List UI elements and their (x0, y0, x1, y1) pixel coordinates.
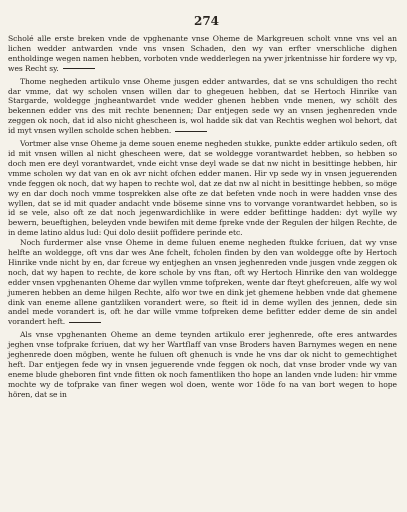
paragraph-1-text: Scholé alle erste breken vnde de vpghenante vnse Oheme de Markgreuen scholt vnne vns vel an lichen wedder antwarden vnde vns vnsen Schaden, den wy van erfter vnerschliche dighen entholdinge wegen namen hebben, vorboten vnde wedderlegen na ywer jrkentnisse hir fordere wy vp, wes Recht sy. (8, 34, 397, 73)
paragraph-4 (8, 238, 397, 327)
page-bottom-edge (0, 504, 407, 512)
paragraph-5 (8, 330, 397, 399)
paragraph-3 (8, 139, 397, 238)
paragraph-2 (8, 77, 397, 136)
paragraph-3-text: Vortmer alse vnse Oheme ja deme souen eneme negheden stukke, punkte edder artikulo seden, oft id mit vnsen willen al nicht ghescheen were, dat se woldegge vorantwardet hebben, so hebben so doch men ere deyl vorantwardet, vnde eicht vnse deyl wade se dat nw nicht in besittinge hebben, hir vmme scholen wy dat van en ok avr nicht ofchen edder manen. Hir vp sede wy in vnsen jeguerenden vnde feggen ok noch, dat wy hapen to rechte wol, dat ze dat nw al nicht in besittinge hebben, so möge wy en dar doch noch vmme tosprekken alse ofte ze dat befeten vnde noch in were hadden vnse des wyllen, dat se id mit quader andacht vnde böseme sinne vns to vorvange vorantwardet hebben, so is id se vele, also oft ze dat noch jegenwardichlike in were edder befittinge hadden: dyt wylle wy bewern, beueftighen, beleyden vnde bewifen mit deme fpreke vnde der Regulen der hilgen Rechte, de in deme latino aldus lud: Qui dolo desiit poffidere perinde etc. (8, 139, 397, 238)
section-rule (69, 322, 101, 323)
paragraph-5-text: Als vnse vpghenanten Oheme an deme teynden artikulo erer jeghenrede, ofte eres antwardes jeghen vnse tofprake fcriuen, dat wy her Wartflaff van vnse Broders haven Barnymes wegen en nene jeghenrede doen mögben, wente he fuluen oft ghenuch is vnde he vns dar ok nicht to gemechtighet heft. Dar entjegen fede wy in vnsen jeguerende vnde feggen ok noch, dat vnse broder vnde wy van eneme blude gheboren fint vnde fitten ok noch famentliken tho hope an landen vnde luden: hir vmme mochte wy de tofprake van finer wegen wol doen, wente wor 1öde fo na van bort wegen to hope hören, dat se in (8, 330, 397, 399)
paragraph-4-text: Noch furdermer alse vnse Oheme in deme fuluen eneme negheden ftukke fcriuen, dat wy vnse helfte an woldegge, oft vns dar wes Ane fchelt, fcholen finden by den van woldegge ofte by Hertoch Hinrike vnde nicht by en, dar fcreue wy entjeghen an vnsen jeghenreden vnde jusgen vnde zeggen ok noch, dat wy hapen to rechte, de kore schole by vns ftan, oft wy Hertoch Hinrike den van woldegge edder vnsen vpghenanten Oheme dar wyllen vmme tofpreken, wente dar fteyt ghefcreuen, alfe wy wol jumeren hebben an deme hilgen Rechte, alfo wor twe en dink jet ghemene hebben vnde dat ghemene dink van eneme allene gantzliken vorandert were, so fteit id in deme wyllen des jennen, dede sin andel mede vorandert is, oft he dar wille vmme tofpreken deme befitter edder deme de sin andel vorandert heft. (8, 238, 397, 327)
section-rule (63, 68, 95, 69)
page-number: 274 (193, 14, 220, 28)
paragraph-1 (8, 34, 397, 74)
paragraph-2-text: Thome negheden artikulo vnse Oheme jusgen edder antwardes, dat se vns schuldigen tho recht dar vmme, dat wy scholen vnsen willen dar to ghegeuen hebben, dat se Hertoch Hinrike van Stargarde, woldegge jngheantwardet vnde wedder ghenen hebben vnde menen, wy schölt des bekennen edder vns des mit rechte benennen; Dar entjegen sede wy an vnsen jeghenreden vnde zeggen ok noch, dat id also nicht ghescheen is, wol hadde sik dat van Rechtis weghen wol behort, dat id myt vnsen wyllen scholde schen hebben. (8, 76, 397, 136)
section-rule (175, 131, 207, 132)
